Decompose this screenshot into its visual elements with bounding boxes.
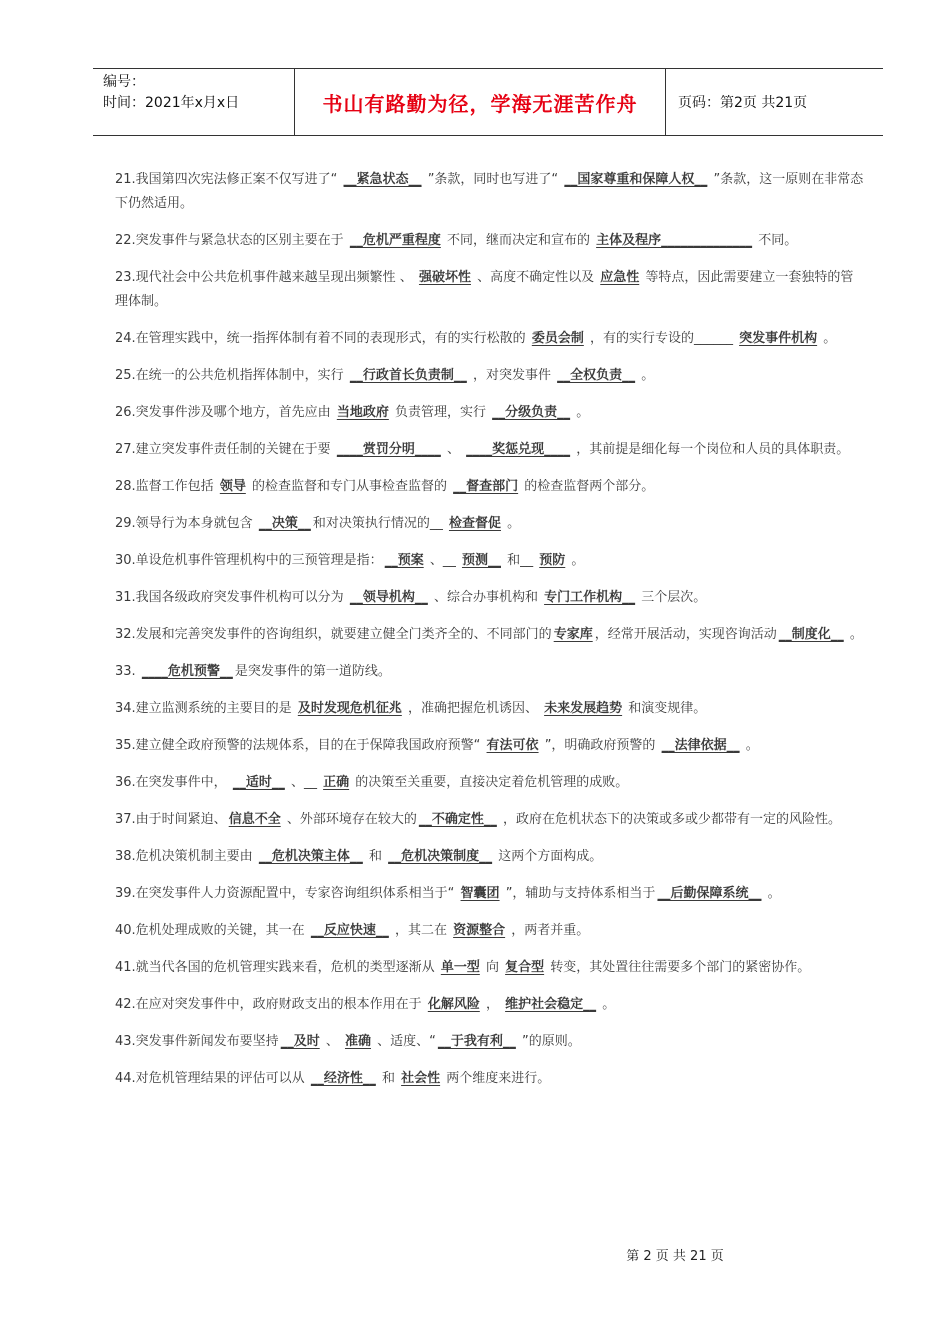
question-text: 39.在突发事件人力资源配置中，专家咨询组织体系相当于“ xyxy=(115,886,459,901)
question-text: 和 xyxy=(377,1071,400,1086)
answer-blank: 预防 xyxy=(539,553,566,568)
question-text: 的决策至关重要，直接决定着危机管理的成败。 xyxy=(351,775,629,790)
question-item xyxy=(115,475,865,499)
question-text: 。 xyxy=(572,405,590,420)
page-footer: 第 2 页 共 21 页 xyxy=(626,1249,724,1264)
question-text: 。 xyxy=(502,516,521,531)
answer-blank: 维护社会稳定__ xyxy=(505,997,597,1012)
code-label: 编号： xyxy=(103,74,145,90)
answer-blank: ____危机预警__ xyxy=(141,664,233,679)
answer-blank: __后勤保障系统__ xyxy=(657,886,762,901)
question-text: ，准确把握危机诱因、 xyxy=(403,701,543,716)
answer-blank: 有法可依 xyxy=(486,738,539,753)
question-list xyxy=(115,168,865,1104)
question-item xyxy=(115,327,865,351)
answer-blank: ____赏罚分明____ xyxy=(336,442,441,457)
answer-blank: ____奖惩兑现____ xyxy=(466,442,571,457)
question-text: 。 xyxy=(598,997,616,1012)
answer-blank: 智囊团 xyxy=(460,886,500,901)
answer-blank: 预测__ xyxy=(461,553,501,568)
answer-blank: __法律依据__ xyxy=(661,738,740,753)
question-item xyxy=(115,266,865,314)
question-item xyxy=(115,586,865,610)
question-item xyxy=(115,438,865,462)
question-text: 三个层次。 xyxy=(637,590,707,605)
answer-blank: __决策__ xyxy=(258,516,311,531)
question-text: 42.在应对突发事件中，政府财政支出的根本作用在于 xyxy=(115,997,426,1012)
question-text: 和__ xyxy=(502,553,538,568)
question-text: 、__ xyxy=(286,775,322,790)
question-text: 43.突发事件新闻发布要坚持 xyxy=(115,1034,279,1049)
header-slogan: 书山有路勤为径，学海无涯苦作舟 xyxy=(294,69,666,135)
question-text: 向 xyxy=(481,960,504,975)
question-text: 41.就当代各国的危机管理实践来看，危机的类型逐渐从 xyxy=(115,960,439,975)
answer-blank: 未来发展趋势 xyxy=(544,701,623,716)
question-text: 23.现代社会中公共危机事件越来越呈现出频繁性 、 xyxy=(115,270,417,285)
answer-blank: __危机严重程度 xyxy=(349,233,441,248)
question-item xyxy=(115,512,865,536)
question-item xyxy=(115,882,865,906)
answer-blank: __适时__ xyxy=(232,775,285,790)
question-item xyxy=(115,549,865,573)
question-text: ，其前提是细化每一个岗位和人员的具体职责。 xyxy=(572,442,850,457)
question-text: 负责管理，实行 xyxy=(390,405,491,420)
answer-blank: 复合型 xyxy=(505,960,545,975)
question-item xyxy=(115,229,865,253)
question-item xyxy=(115,364,865,388)
answer-blank: __预案 xyxy=(384,553,424,568)
answer-blank: 社会性 xyxy=(401,1071,441,1086)
question-text: 、适度、“ xyxy=(372,1034,436,1049)
answer-blank: __制度化__ xyxy=(778,627,844,642)
header-meta xyxy=(103,72,293,114)
question-text: ，政府在危机状态下的决策或多或少都带有一定的风险性。 xyxy=(498,812,841,827)
question-text: 、 xyxy=(321,1034,343,1049)
question-text: 。 xyxy=(567,553,585,568)
question-text: 24.在管理实践中，统一指挥体制有着不同的表现形式，有的实行松散的 xyxy=(115,331,530,346)
answer-blank: 信息不全 xyxy=(228,812,281,827)
question-text: ，其二在 xyxy=(390,923,452,938)
question-text: ”的原则。 xyxy=(517,1034,581,1049)
answer-blank: __反应快速__ xyxy=(310,923,389,938)
question-text: 26.突发事件涉及哪个地方，首先应由 xyxy=(115,405,335,420)
question-text: 、外部环境存在较大的 xyxy=(282,812,417,827)
question-item xyxy=(115,1030,865,1054)
question-item xyxy=(115,168,865,216)
question-text: 21.我国第四次宪法修正案不仅写进了“ xyxy=(115,172,342,187)
question-text: 44.对危机管理结果的评估可以从 xyxy=(115,1071,309,1086)
question-text: ， xyxy=(481,997,504,1012)
question-text: 22.突发事件与紧急状态的区别主要在于 xyxy=(115,233,348,248)
question-text: ，经常开展活动，实现咨询活动 xyxy=(594,627,777,642)
question-text: 29.领导行为本身就包含 xyxy=(115,516,257,531)
answer-blank: 专门工作机构__ xyxy=(544,590,636,605)
answer-blank: __于我有利__ xyxy=(437,1034,516,1049)
question-item xyxy=(115,845,865,869)
answer-blank: 主体及程序______________ xyxy=(596,233,753,248)
question-item xyxy=(115,956,865,980)
question-text: 36.在突发事件中， xyxy=(115,775,231,790)
question-text: 等特点，因此需要建立一套独特的管理体制。 xyxy=(115,270,854,309)
question-item xyxy=(115,660,865,684)
answer-blank: 准确 xyxy=(344,1034,371,1049)
question-text: 和 xyxy=(364,849,387,864)
question-item xyxy=(115,401,865,425)
answer-blank: __国家尊重和保障人权__ xyxy=(564,172,708,187)
answer-blank: __危机决策制度__ xyxy=(388,849,493,864)
question-text: 和对决策执行情况的__ xyxy=(312,516,447,531)
question-text: 不同，继而决定和宣布的 xyxy=(442,233,595,248)
question-text: ”条款，这一原则在非常态下仍然适用。 xyxy=(115,172,864,211)
question-item xyxy=(115,1067,865,1091)
question-text: 两个维度来进行。 xyxy=(442,1071,551,1086)
question-text: ”，辅助与支持体系相当于 xyxy=(501,886,656,901)
question-text: 。 xyxy=(763,886,781,901)
answer-blank: 及时发现危机征兆 xyxy=(297,701,402,716)
answer-blank: 正确 xyxy=(323,775,350,790)
question-text: 38.危机决策机制主要由 xyxy=(115,849,257,864)
question-text: 、高度不确定性以及 xyxy=(472,270,599,285)
question-item xyxy=(115,808,865,832)
answer-blank: 化解风险 xyxy=(427,997,480,1012)
answer-blank: __领导机构__ xyxy=(349,590,428,605)
answer-blank: __危机决策主体__ xyxy=(258,849,363,864)
answer-blank: __及时 xyxy=(280,1034,320,1049)
question-text: 这两个方面构成。 xyxy=(494,849,603,864)
question-text: 。 xyxy=(741,738,759,753)
answer-blank: 委员会制 xyxy=(531,331,584,346)
answer-blank: __全权负责__ xyxy=(557,368,636,383)
question-text: 31.我国各级政府突发事件机构可以分为 xyxy=(115,590,348,605)
answer-blank: 单一型 xyxy=(440,960,480,975)
question-text: 32.发展和完善突发事件的咨询组织，就要建立健全门类齐全的、不同部门的 xyxy=(115,627,552,642)
question-item xyxy=(115,771,865,795)
question-item xyxy=(115,993,865,1017)
answer-blank: 领导 xyxy=(219,479,246,494)
question-text: 30.单设危机事件管理机构中的三预管理是指： xyxy=(115,553,383,568)
answer-blank: 应急性 xyxy=(600,270,640,285)
question-text: 33. xyxy=(115,664,140,679)
answer-blank: __督查部门 xyxy=(453,479,519,494)
question-text: 。 xyxy=(637,368,655,383)
question-text: ，两者并重。 xyxy=(507,923,590,938)
answer-blank: 资源整合 xyxy=(453,923,506,938)
answer-blank: 专家库 xyxy=(553,627,593,642)
answer-blank: 检查督促 xyxy=(448,516,501,531)
answer-blank: 突发事件机构 xyxy=(739,331,818,346)
answer-blank: __紧急状态__ xyxy=(343,172,422,187)
question-item xyxy=(115,734,865,758)
question-text: 。 xyxy=(845,627,863,642)
question-text: 、综合办事机构和 xyxy=(429,590,543,605)
question-text: 40.危机处理成败的关键，其一在 xyxy=(115,923,309,938)
page-header xyxy=(93,68,883,136)
answer-blank: __行政首长负责制__ xyxy=(349,368,467,383)
question-text: 25.在统一的公共危机指挥体制中，实行 xyxy=(115,368,348,383)
question-text: 37.由于时间紧迫、 xyxy=(115,812,227,827)
question-item xyxy=(115,623,865,647)
answer-blank: 当地政府 xyxy=(336,405,389,420)
question-text: 和演变规律。 xyxy=(624,701,707,716)
answer-blank: __经济性__ xyxy=(310,1071,376,1086)
answer-blank: 强破坏性 xyxy=(418,270,471,285)
answer-blank: __不确定性__ xyxy=(418,812,497,827)
header-page-info: 页码：第2页 共21页 xyxy=(678,95,808,111)
question-text: ，对突发事件 xyxy=(468,368,556,383)
question-text: 的检查监督和专门从事检查监督的 xyxy=(247,479,452,494)
answer-blank: __分级负责__ xyxy=(492,405,571,420)
question-text: ，有的实行专设的______ xyxy=(585,331,738,346)
question-text: 的检查监督两个部分。 xyxy=(520,479,655,494)
question-text: 、 xyxy=(442,442,465,457)
question-text: ”，明确政府预警的 xyxy=(540,738,660,753)
time-label: 时间：2021年x月x日 xyxy=(103,95,240,111)
question-text: 27.建立突发事件责任制的关键在于要 xyxy=(115,442,335,457)
question-text: 不同。 xyxy=(754,233,798,248)
question-text: 转变，其处置往往需要多个部门的紧密协作。 xyxy=(546,960,811,975)
question-item xyxy=(115,697,865,721)
question-item xyxy=(115,919,865,943)
question-text: 28.监督工作包括 xyxy=(115,479,218,494)
question-text: 35.建立健全政府预警的法规体系，目的在于保障我国政府预警“ xyxy=(115,738,485,753)
question-text: 是突发事件的第一道防线。 xyxy=(234,664,391,679)
question-text: 、__ xyxy=(425,553,460,568)
question-text: 34.建立监测系统的主要目的是 xyxy=(115,701,296,716)
question-text: 。 xyxy=(819,331,837,346)
question-text: ”条款，同时也写进了“ xyxy=(423,172,563,187)
